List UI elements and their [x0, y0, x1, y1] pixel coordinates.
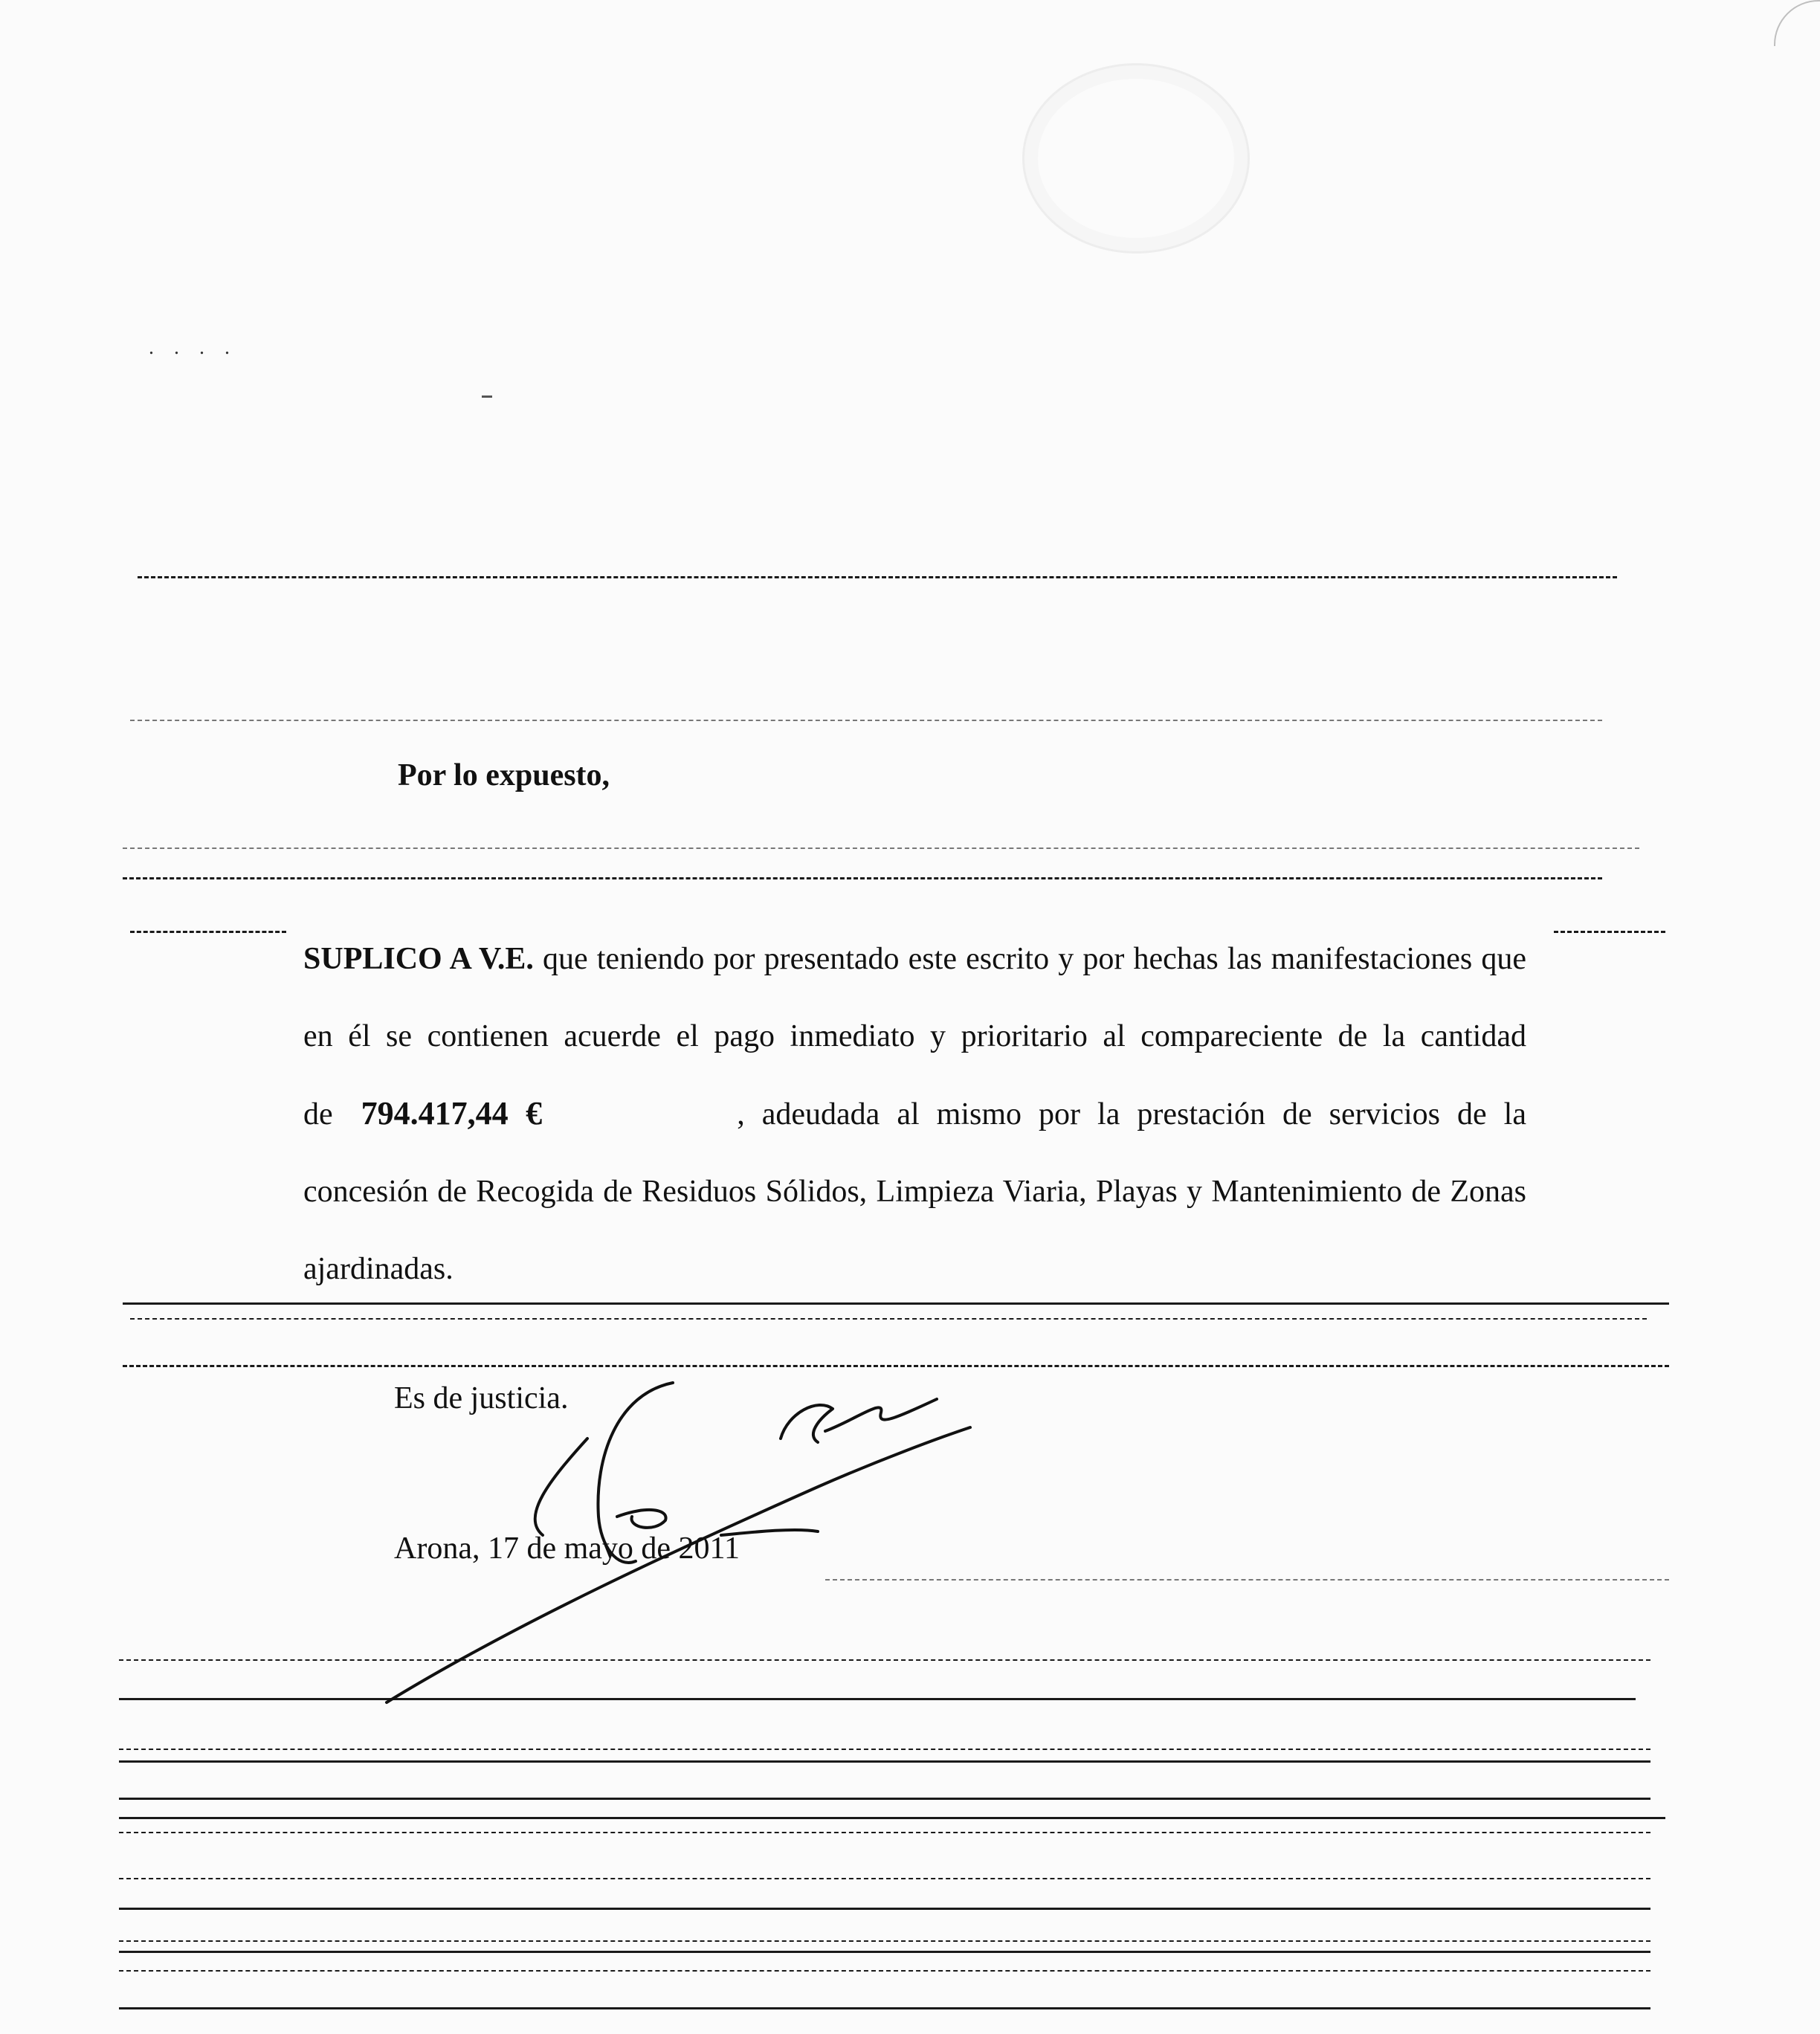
filler-line: [119, 1970, 1650, 1972]
filler-line: [119, 1951, 1650, 1953]
intro-text: Por lo expuesto,: [398, 758, 610, 792]
filler-line: [130, 720, 1602, 721]
margin-dots: . . . .: [149, 336, 237, 359]
filler-line: [119, 1798, 1650, 1800]
corner-mark: [1774, 0, 1820, 46]
filler-line: [119, 1760, 1650, 1763]
filler-line: [119, 2007, 1650, 2009]
margin-tick: [482, 396, 492, 398]
handwritten-signature: [372, 1368, 996, 1710]
filler-line: [1554, 931, 1665, 933]
petition-amount: 794.417,44 €: [361, 1095, 543, 1131]
filler-line: [119, 1749, 1650, 1750]
filler-line: [119, 1817, 1665, 1819]
filler-line: [130, 1318, 1647, 1320]
petition-lead: SUPLICO A V.E.: [303, 942, 534, 976]
filler-line: [119, 1908, 1650, 1910]
closing-text: Es de justicia.: [394, 1381, 569, 1415]
filler-line: [119, 1832, 1650, 1833]
place-date: Arona, 17 de mayo de 2011: [394, 1531, 740, 1566]
filler-line: [138, 576, 1617, 578]
petition-body-before: que teniendo por presentado este escrito y por hechas las manifestaciones que en él se contienen acuerde el pago inmediato y prioritario al compareciente de la cantidad de: [303, 942, 1526, 1131]
filler-line: [119, 1940, 1650, 1942]
filler-line: [123, 1365, 1669, 1367]
filler-line: [119, 1878, 1650, 1879]
petition-paragraph: [303, 920, 1526, 1308]
filler-line: [130, 931, 286, 933]
filler-line: [123, 877, 1602, 879]
filler-line: [123, 1302, 1669, 1305]
faded-stamp: [1022, 63, 1250, 254]
filler-line: [123, 848, 1639, 849]
petition-body-after: , adeudada al mismo por la prestación de servicios de la concesión de Recogida de Residuos Sólidos, Limpieza Viaria, Playas y Mantenimiento de Zonas ajardinadas.: [303, 1097, 1526, 1286]
